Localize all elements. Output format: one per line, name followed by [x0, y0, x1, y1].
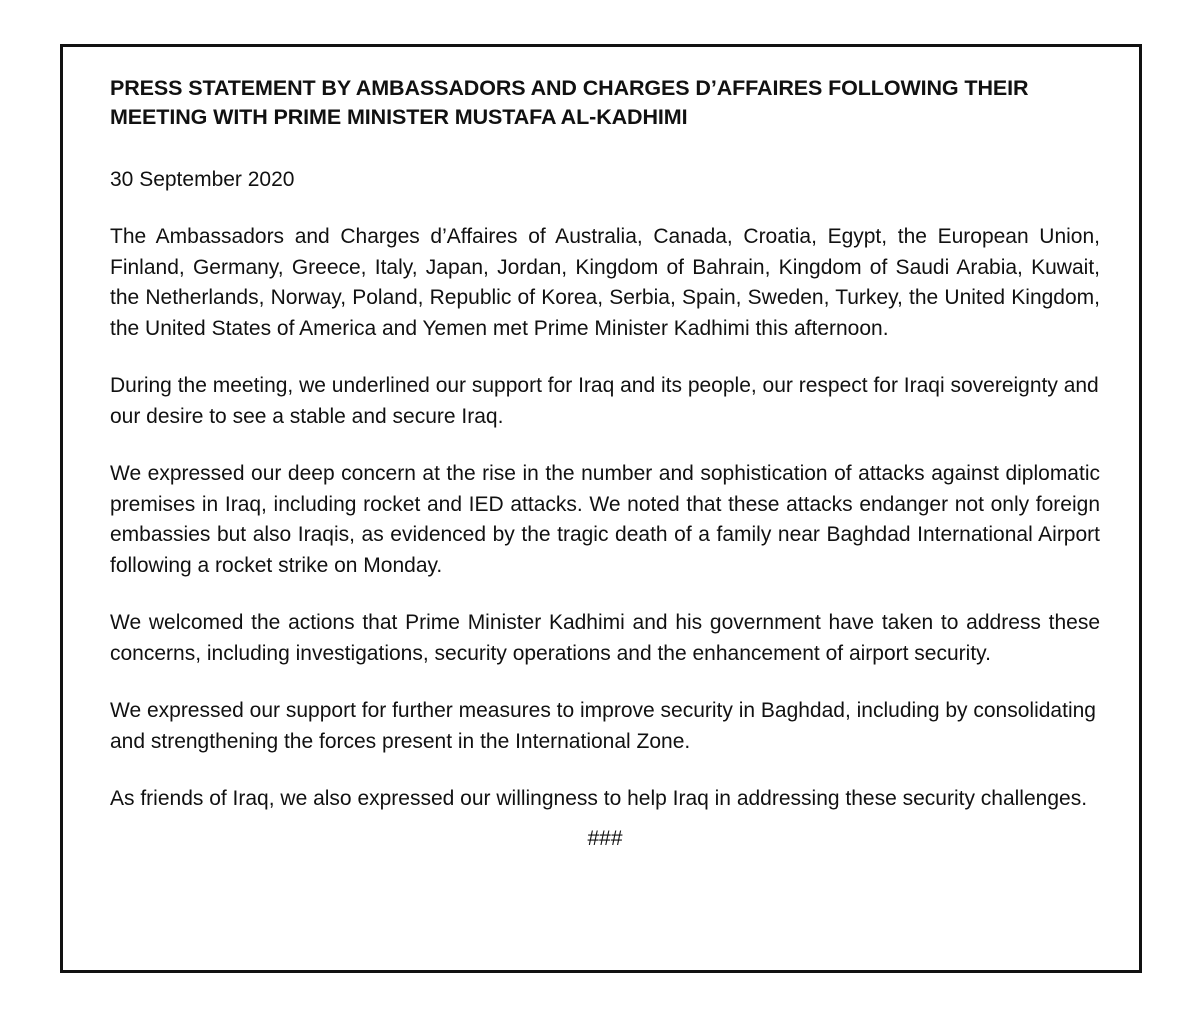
document-title: PRESS STATEMENT BY AMBASSADORS AND CHARGES D’AFFAIRES FOLLOWING THEIR MEETING WITH PRIME MINISTER MUSTAFA AL-KADHIMI [110, 76, 1029, 129]
end-mark: ### [587, 826, 623, 850]
document-body [110, 74, 1100, 854]
paragraph-support: During the meeting, we underlined our support for Iraq and its people, our respect for Iraqi sovereignty and our desire to see a stable and secure Iraq. [110, 374, 1099, 428]
document-border [60, 44, 1142, 973]
document-date: 30 September 2020 [110, 168, 295, 191]
paragraph-concern: We expressed our deep concern at the rise in the number and sophistication of attacks against diplomatic premises in Iraq, including rocket and IED attacks. We noted that these attacks endanger not only foreign embassies but also Iraqis, as evidenced by the tragic death of a family near Baghdad International Airport following a rocket strike on Monday. [110, 462, 1100, 577]
paragraph-welcomed-actions: We welcomed the actions that Prime Minister Kadhimi and his government have taken to address these concerns, including investigations, security operations and the enhancement of airport security. [110, 611, 1100, 665]
paragraph-attendees: The Ambassadors and Charges d’Affaires of Australia, Canada, Croatia, Egypt, the European Union, Finland, Germany, Greece, Italy, Japan, Jordan, Kingdom of Bahrain, Kingdom of Saudi Arabia, Kuwait, the Netherlands, Norway, Poland, Republic of Korea, Serbia, Spain, Sweden, Turkey, the United Kingdom, the United States of America and Yemen met Prime Minister Kadhimi this afternoon. [110, 225, 1100, 340]
paragraph-further-measures: We expressed our support for further measures to improve security in Baghdad, including by consolidating and strengthening the forces present in the International Zone. [110, 699, 1096, 753]
paragraph-friends-of-iraq: As friends of Iraq, we also expressed our willingness to help Iraq in addressing these security challenges. [110, 787, 1088, 810]
